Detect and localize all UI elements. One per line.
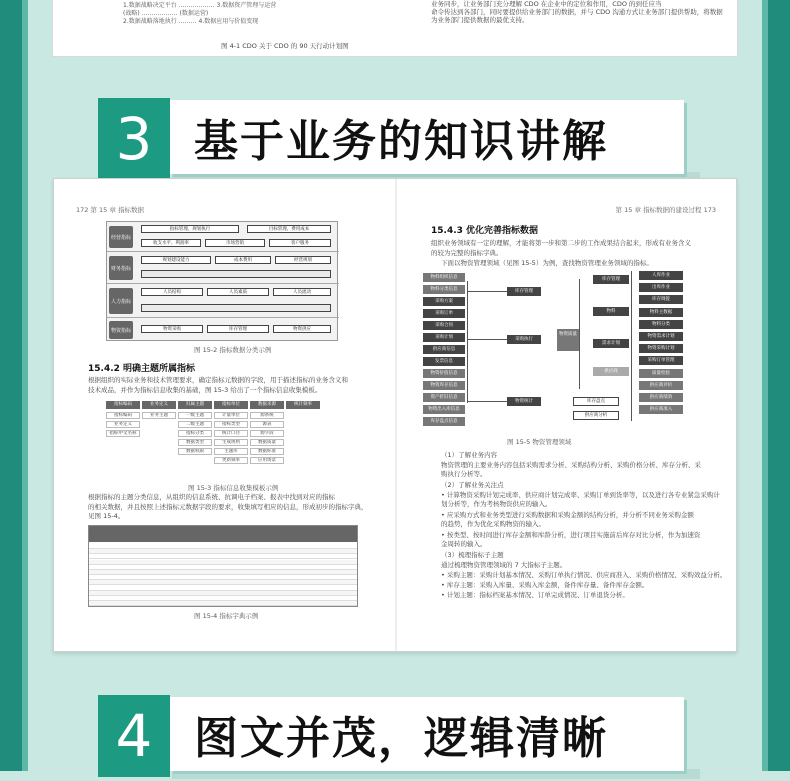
top-left-line2: 2.数据战略落地执行 ……… 4.数据应用与价值变现 [123,18,259,25]
fig5-left-node: 发票信息 [423,357,465,366]
section-4-title: 图文并茂，逻辑清晰 [170,697,684,771]
fig3-cell: 计量单位 [214,412,248,419]
fig3-header: 数据来源 [250,401,284,409]
section-3-banner [92,96,670,184]
fig5-mid-node: 供应商分析 [573,411,619,420]
fig3-cell: 源字段 [250,430,284,437]
fig2-cell: 经营规划 [275,256,331,264]
fig5-left-node: 物资价值信息 [423,369,465,378]
fig5-branch-node: 物料 [593,307,629,316]
fig3-header: 统计频率 [286,401,320,409]
fig5-right-node: 供应商准入 [639,405,683,414]
fig4-caption: 图 15-4 指标字典示例 [194,612,259,620]
subhead-3: （3）梳理指标子主题 [441,551,504,559]
fig5-right-node: 物料分类 [639,320,683,329]
fig5-right-node: 供应商评价 [639,381,683,390]
fig5-right-node: 采购订单管理 [639,356,683,365]
bullet-item: • 按类型、按时间进行库存金额和库龄分析，进行项目实施前后库存对比分析，作为加速资 金周转的输入。 [441,531,701,548]
fig3-cell: 更新频率 [214,457,248,464]
subhead-1: （1）了解业务内容 [441,451,498,459]
fig3-cell: 主题库 [214,448,248,455]
section-4-banner [92,693,670,781]
fig5-right-node: 供应商绩效 [639,393,683,402]
fig5-connector [631,271,632,421]
fig3-header: 指标编码 [106,401,140,409]
bullet-text: 计划主题：指标档案基本情况、订单完成情况、订单退货分析。 [446,591,629,599]
fig2-cell: 物资供应 [273,325,331,333]
fig2-row [107,284,339,318]
fig5-left-node: 采购方案 [423,297,465,306]
right-running-head: 第 15 章 指标数据的建设过程 173 [615,206,716,214]
fig5-connector [467,291,507,292]
fig3-header: 归属主题 [178,401,212,409]
left-decor-stripe-inner [22,0,28,771]
fig5-mid-node: 物资统计 [507,397,541,406]
fig5-branch-node: 需求计划 [593,339,629,348]
fig5-connector [467,281,468,403]
fig5-center-node: 物资质量 [557,329,579,351]
fig5-left-node: 资产折旧信息 [423,393,465,402]
fig5-left-node: 物料分类信息 [423,285,465,294]
fig3-cell: 指标编码 [106,412,140,419]
fig5-left-node: 库存盘点信息 [423,417,465,426]
fig5-branch-node: 供应商 [593,367,629,376]
fig3-cell: 数据标准 [250,448,284,455]
bullet-item: • 计算物资采购计划完成率、供应商计划完成率、采购订单到货率等，以及进行各专业紧急采购计 划分析等，作为考核物资供应的输入。 [441,491,720,508]
fig5-left-node: 物料组织信息 [423,273,465,282]
fig2-cell: 目标管理、费用成本 [247,225,331,233]
subtext-3: 通过梳理物资管理领域的 7 大指标子主题。 [441,561,567,569]
fig5-connector [467,339,507,340]
left-paragraph-1: 根据组织的实际业务和技术管理要求，确定指标元数据的字段，用于描述指标的业务含义和 技术成品，并作为指标信息收集的基础，图 15-3 给出了一个指标信息收集模板。 [88,376,348,394]
fig5-right-node: 物资采购计划 [639,344,683,353]
right-paragraph-1: 组织业务领域有一定的理解，才能将第一步和第二步的工作成果结合起来，形成有业务含义 的较为完整的指标字典。 [431,239,691,257]
fig3-cell: 业务定义 [106,421,140,428]
section-15-4-3-heading: 15.4.3 优化完善指标数据 [431,226,539,236]
top-book-page-fragment [52,0,738,57]
fig5-mid-node: 采购执行 [507,335,541,344]
left-paragraph-2: 根据指标的主题分类信息，从组织的信息系统、抗调电子档案、报表中找到对应的指标 的相关数据，并且按照上述指标元数据字段的要求，收集填写相应的信息，形成初步的指标字典， 见图 15-4。 [88,493,368,520]
fig5-mid-node: 库存盘点 [573,397,619,406]
fig4-header [89,526,357,542]
top-left-line1: 1.数据战略决定平台 ……………… 3.数据资产管理与运营 (战略) ……………… (数据运营) [123,2,277,17]
bullet-item: • 采购主题：采购计划基本情况、采购订单执行情况、供应商准入、采购价格情况、采购效益分析。 [441,571,727,579]
fig2-row-label: 人力指标 [109,288,133,314]
figure-15-2-diagram [106,221,338,341]
fig5-left-node: 采购计划 [423,333,465,342]
left-decor-stripe [0,0,22,771]
fig5-left-node: 物资出入库信息 [423,405,465,414]
fig5-mid-node: 库存管理 [507,287,541,296]
fig2-cell: 收支水平、利润率 [141,239,201,247]
fig3-cell: 源系统 [250,412,284,419]
fig3-cell: 业务主题 [142,412,176,419]
fig2-row [107,318,339,342]
fig5-right-node: 人库作业 [639,271,683,280]
fig3-cell: 数据权限 [178,448,212,455]
bullet-text: 按类型、按时间进行库存金额和库龄分析，进行项目实施前后库存对比分析，作为加速资 金周转的输入。 [441,531,701,548]
fig3-cell: 生成规则 [214,439,248,446]
fig3-cell: 二级主题 [178,421,212,428]
fig3-header: 指标单位 [214,401,248,409]
fig5-right-node: 出库作业 [639,283,683,292]
fig5-left-node: 物资库存信息 [423,381,465,390]
fig5-left-node: 采购订单 [423,309,465,318]
fig5-right-node: 库存调拨 [639,295,683,304]
fig2-cell: 规划建设能力 [141,256,211,264]
fig5-branch-node: 库存管理 [593,275,629,284]
fig5-caption: 图 15-5 物资管理领域 [507,438,572,446]
fig2-row-label: 物资指标 [109,321,133,339]
bullet-item: • 计划主题：指标档案基本情况、订单完成情况、订单退货分析。 [441,591,629,599]
fig3-cell: 数据质量 [250,439,284,446]
fig2-cell [141,270,331,278]
subhead-2: （2）了解业务关注点 [441,481,504,489]
fig2-row [107,222,339,252]
bullet-item: • 应采购方式和业务类型进行采购数据和采购金额的结构分析，并分析不同业务采购金额 的趋势，作为优化采购物资的输入。 [441,511,694,528]
fig3-cell: 指标分类 [178,430,212,437]
fig2-cell: 客户服务 [269,239,331,247]
right-page [397,179,738,651]
section-3-title: 基于业务的知识讲解 [170,100,684,174]
book-spread [53,178,737,652]
fig2-row [107,252,339,284]
fig2-cell: 人员结构 [141,288,203,296]
fig3-cell: 统计口径 [214,430,248,437]
fig2-cell: 物资采购 [141,325,203,333]
bullet-text: 应采购方式和业务类型进行采购数据和采购金额的结构分析，并分析不同业务采购金额 的趋势，作为优化采购物资的输入。 [441,511,694,528]
fig2-cell: 成本费用 [215,256,271,264]
left-page [54,179,395,651]
top-page-left-text [123,2,383,26]
fig3-caption: 图 15-3 指标信息收集模板示例 [188,484,279,492]
right-paragraph-2: 下面以物资管理领域（见图 15-5）为例，查找物资管理业务领域的指标。 [441,259,653,267]
fig4-row [89,601,357,606]
right-decor-stripe-inner [762,0,768,771]
bullet-text: 计算物资采购计划完成率、供应商计划完成率、采购订单到货率等，以及进行各专业紧急采购计 划分析等，作为考核物资供应的输入。 [441,491,720,508]
fig3-header: 业务定义 [142,401,176,409]
fig5-left-node: 供应商信息 [423,345,465,354]
fig5-right-node: 物资需求计划 [639,332,683,341]
fig2-cell: 库存管理 [207,325,269,333]
fig2-cell: 市场营销 [205,239,265,247]
fig2-caption: 图 15-2 指标数据分类示例 [194,346,272,354]
fig2-row-label: 经营指标 [109,226,133,248]
fig3-cell: 指标中文名称 [106,430,140,437]
figure-15-3-template [106,401,320,477]
figure-15-4-table [88,525,358,607]
fig3-cell: 应用场景 [250,457,284,464]
bullet-text: 库存主题：采购入库量、采购入库金额，备件库存量、备件库存金额。 [446,581,649,589]
fig2-cell: 人员素质 [207,288,269,296]
fig3-cell: 数据类型 [178,439,212,446]
top-figure-caption: 图 4-1 CDO 关于 CDO 的 90 天行动计划图 [221,42,349,50]
fig2-cell: 人员流动 [273,288,331,296]
fig5-connector [579,279,580,389]
top-page-right-text: 业务同步，让业务部门充分理解 CDO 在企业中的定位和作用，CDO 的到任应当 命令传达到各部门，同时要提供给业务部门的数据，并与 CDO 沟通方式让业务部门提供帮助，将数据 为业务部门提供数据的最优支持。 [431,0,723,24]
fig5-right-node: 物料主数据 [639,308,683,317]
bullet-text: 采购主题：采购计划基本情况、采购订单执行情况、供应商准入、采购价格情况、采购效益分析。 [446,571,727,579]
bullet-item: • 库存主题：采购入库量、采购入库金额，备件库存量、备件库存金额。 [441,581,649,589]
fig3-cell: 源表 [250,421,284,428]
section-3-number: 3 [98,98,170,180]
fig2-cell: 指标管理、规划执行 [141,225,239,233]
section-15-4-2-heading: 15.4.2 明确主题所属指标 [88,364,196,374]
figure-15-5-tree [423,271,723,433]
subtext-1: 物资管理的主要业务内容包括采购需求分析、采购结构分析、采购价格分析、库存分析、采 购执行分析等。 [441,461,701,478]
fig3-cell: 指标类型 [214,421,248,428]
section-4-number: 4 [98,695,170,777]
fig2-row-label: 财务指标 [109,256,133,280]
fig5-connector [467,401,507,402]
fig5-right-node: 质量检验 [639,369,683,378]
right-decor-stripe [768,0,790,771]
fig3-cell: 一级主题 [178,412,212,419]
fig5-left-node: 采购合同 [423,321,465,330]
left-running-head: 172 第 15 章 指标数据 [76,206,144,214]
fig2-cell [141,304,331,312]
